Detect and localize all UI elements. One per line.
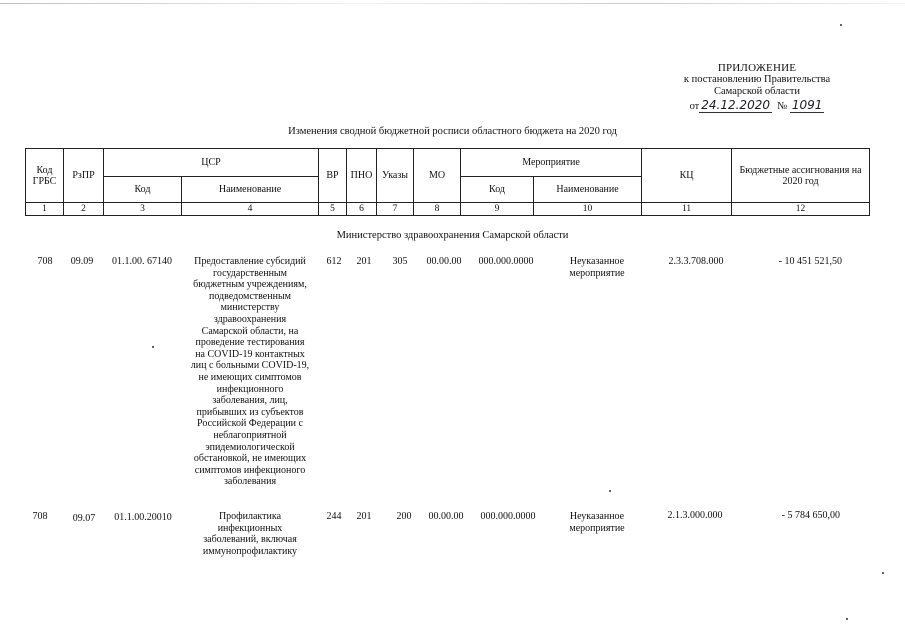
column-number: 10	[534, 203, 642, 216]
scan-speck	[840, 24, 842, 26]
row-mer-name-line: Неуказанное	[569, 511, 625, 522]
row-kc: 2.1.3.000.000	[667, 510, 723, 521]
row-csr-name-line: подведомственным	[208, 290, 291, 302]
header-assignments: Бюджетные ассигнования на 2020 год	[732, 149, 870, 203]
row-csr-name-line: заболевания, лиц,	[212, 395, 288, 407]
scan-speck	[609, 490, 611, 492]
row-amount: - 5 784 650,00	[781, 510, 840, 521]
row-csr-name-line: заболеваний, включая	[203, 534, 297, 546]
header-rzpr: РзПР	[64, 149, 104, 203]
row-vr: 612	[326, 256, 342, 267]
column-number: 9	[461, 203, 534, 216]
row-csr-name-line: заболевания	[223, 476, 277, 488]
row-csr-name-line: обстановкой, не имеющих	[193, 453, 307, 465]
row-csr-name	[182, 511, 318, 557]
scan-edge-line	[0, 3, 905, 4]
column-number: 2	[64, 203, 104, 216]
header-vr: ВР	[319, 149, 347, 203]
row-csr-name-line: Самарской области, на	[201, 325, 299, 337]
column-number: 1	[26, 203, 64, 216]
row-csr-name-line: Российской Федерации с	[197, 418, 303, 430]
handwritten-date: 24.12.2020	[701, 98, 770, 112]
row-csr-name-line: проведение тестирования	[195, 337, 305, 349]
row-csr-name-line: на COVID-19 контактных	[195, 348, 305, 360]
column-number: 4	[182, 203, 319, 216]
column-number: 3	[104, 203, 182, 216]
row-csr-name-line: инфекционных	[217, 522, 283, 534]
row-mo: 00.00.00	[428, 511, 464, 522]
row-rzpr: 09.09	[70, 256, 94, 267]
header-mo: МО	[414, 149, 461, 203]
row-mer-name	[545, 511, 649, 534]
row-csr-kod: 01.1.00. 67140	[112, 256, 172, 267]
row-kc: 2.3.3.708.000	[668, 256, 724, 267]
row-mer-name-line: Неуказанное	[569, 256, 625, 267]
row-csr-kod: 01.1.00.20010	[114, 512, 172, 523]
row-ukazy: 305	[392, 256, 408, 267]
row-csr-name-line: Профилактика	[218, 511, 282, 522]
header-kod-grbs: Код ГРБС	[26, 149, 64, 203]
scan-speck	[882, 572, 884, 574]
row-grbs: 708	[32, 511, 48, 522]
header-table	[25, 148, 870, 216]
appendix-line-1: к постановлению Правительства	[683, 74, 831, 85]
row-csr-name-line: бюджетным учреждениям,	[193, 279, 307, 291]
row-csr-name-line: здравоохранения	[213, 313, 287, 325]
row-mer-kod: 000.000.0000	[478, 256, 534, 267]
row-pno: 201	[356, 511, 372, 522]
row-csr-name-line: Предоставление субсидий	[194, 256, 306, 267]
row-csr-name-line: прибывших из субъектов	[196, 406, 304, 418]
row-csr-name-line: симптомов инфекционого	[194, 464, 306, 476]
number-label: №	[777, 101, 788, 112]
row-csr-name-line: эпидемиологической	[205, 441, 295, 453]
row-grbs: 708	[37, 256, 53, 267]
header-csr: ЦСР	[104, 149, 319, 177]
header-ukazy: Указы	[377, 149, 414, 203]
column-number: 7	[377, 203, 414, 216]
row-csr-name-line: государственным	[213, 267, 287, 279]
row-mer-kod: 000.000.0000	[480, 511, 536, 522]
document-title: Изменения сводной бюджетной росписи областного бюджета на 2020 год	[288, 126, 617, 137]
header-csr-name: Наименование	[182, 177, 319, 203]
column-number: 6	[347, 203, 377, 216]
row-mer-name-line: мероприятие	[569, 267, 625, 279]
row-csr-name-line: лиц с больными COVID-19,	[190, 360, 310, 372]
handwritten-number: 1091	[791, 98, 823, 112]
header-kc: КЦ	[642, 149, 732, 203]
row-rzpr: 09.07	[72, 513, 96, 524]
column-number: 12	[732, 203, 870, 216]
header-pno: ПНО	[347, 149, 377, 203]
row-csr-name-line: иммунопрофилактику	[202, 545, 298, 557]
ministry-heading: Министерство здравоохранения Самарской области	[336, 230, 569, 241]
row-pno: 201	[356, 256, 372, 267]
scan-speck	[846, 618, 848, 620]
column-number: 8	[414, 203, 461, 216]
header-csr-kod: Код	[104, 177, 182, 203]
row-mer-name-line: мероприятие	[569, 522, 625, 534]
row-mo: 00.00.00	[426, 256, 462, 267]
appendix-title: ПРИЛОЖЕНИЕ	[717, 62, 797, 74]
header-mer-kod: Код	[461, 177, 534, 203]
appendix-line-2: Самарской области	[714, 86, 800, 97]
header-mer-name: Наименование	[534, 177, 642, 203]
scan-speck	[152, 346, 154, 348]
row-csr-name-line: неблагоприятной	[213, 429, 287, 441]
row-ukazy: 200	[396, 511, 412, 522]
row-csr-name-line: не имеющих симптомов	[198, 371, 302, 383]
row-csr-name-line: инфекционного	[216, 383, 284, 395]
row-csr-name	[182, 256, 318, 488]
appendix-date-number	[657, 99, 857, 113]
row-vr: 244	[326, 511, 342, 522]
row-csr-name-line: министерству	[220, 302, 280, 314]
appendix-block	[657, 62, 857, 113]
row-mer-name	[545, 256, 649, 279]
header-meropriyatie: Мероприятие	[461, 149, 642, 177]
row-amount: - 10 451 521,50	[778, 256, 842, 267]
from-label: от	[689, 101, 700, 112]
column-number: 11	[642, 203, 732, 216]
column-number: 5	[319, 203, 347, 216]
